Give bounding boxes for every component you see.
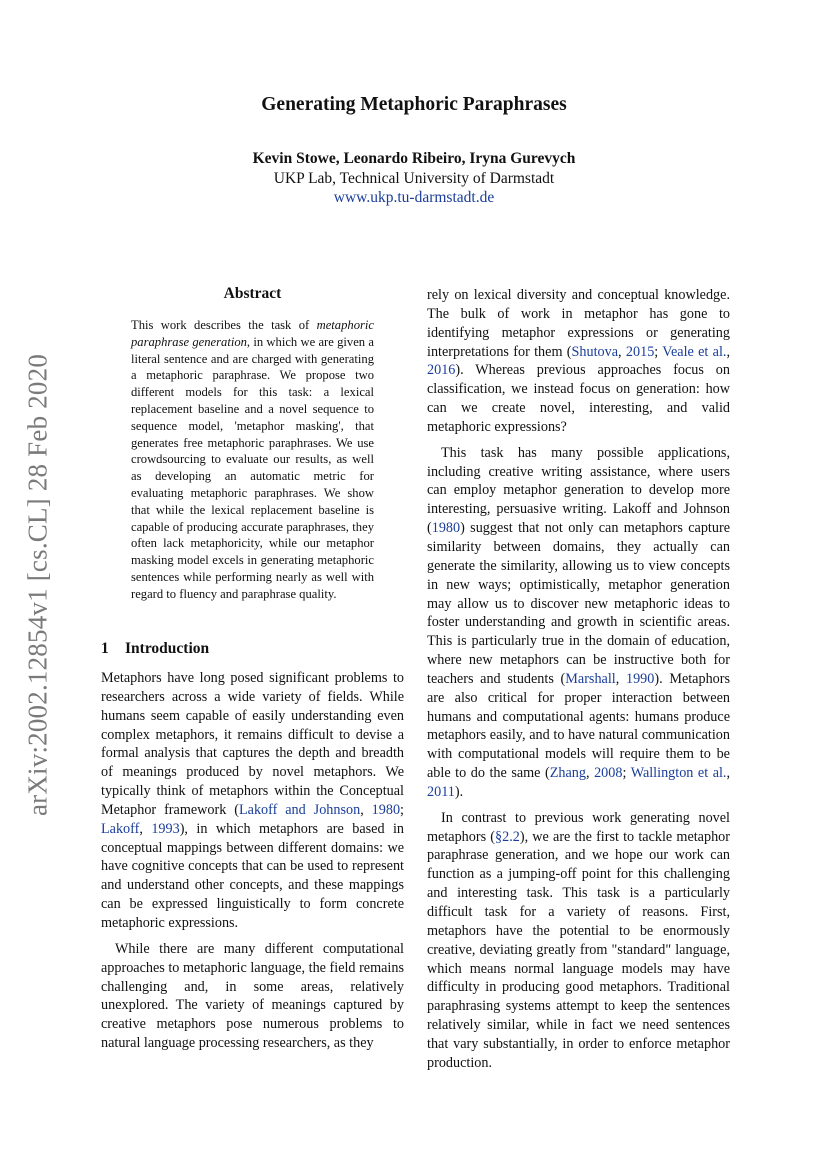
right-column <box>427 286 730 1073</box>
citation-link[interactable]: Marshall <box>565 670 616 687</box>
author-list: Kevin Stowe, Leonardo Ribeiro, Iryna Gurevych <box>252 150 576 167</box>
text-run: ; <box>654 343 663 360</box>
abstract-text-part: , in which we are given a literal sentence and are charged with generating a metaphoric paraphrase. We propose two different models for this task: a lexical replacement baseline and a novel sequence to sequence model, 'metaphor masking', that generates free metaphoric paraphrases. We use crowdsourcing to evaluate our results, as well as developing an automatic metric for evaluating metaphoric paraphrases. We show that while the lexical replacement baseline is capable of producing accurate paraphrases, they often lack metaphoricity, while our metaphor masking model excels in generating metaphoric sentences while performing nearly as well with regard to fluency and paraphrase quality. <box>131 334 374 601</box>
citation-link[interactable]: Lakoff <box>101 820 140 837</box>
section-number: 1 <box>101 640 109 657</box>
website-link[interactable]: www.ukp.tu-darmstadt.de <box>333 189 495 206</box>
citation-link[interactable]: 2015 <box>625 343 655 360</box>
citation-link[interactable]: 2011 <box>427 783 455 800</box>
text-run: rely on lexical diversity and conceptual knowledge. The bulk of work in metaphor has gone to identifying metaphor expressions or generating interpretations for them ( <box>427 287 730 360</box>
affiliation: UKP Lab, Technical University of Darmstadt <box>273 170 555 187</box>
text-run: Metaphors have long posed significant problems to researchers across a wide variety of fields. While humans seem capable of easily understanding even complex metaphors, it remains difficult to devise a formal analysis that captures the depth and breadth of meanings produced by novel metaphors. We typically think of metaphors within the Conceptual Metaphor framework ( <box>101 670 404 818</box>
text-run: ; <box>400 801 404 818</box>
text-run: ), we are the first to tackle metaphor paraphrase generation, and we hope our work can function as a jumping-off point for this challenging and interesting task. This task is a particularly difficult task for a variety of reasons. First, metaphors have the potential to be enormously creative, deviating greatly from "standard" language, which means normal language models may have difficulty in producing good metaphors. Traditional paraphrasing systems attempt to keep the sentences relatively similar, while in fact we need sentences that vary substantially, in order to enforce metaphor production. <box>427 828 730 1071</box>
text-run: , <box>726 765 731 782</box>
text-run: ). <box>454 783 464 800</box>
citation-link[interactable]: 1980 <box>371 801 401 818</box>
citation-link[interactable]: 2016 <box>427 362 456 379</box>
text-run: ; <box>622 765 631 782</box>
paragraph <box>101 669 404 933</box>
text-run: , <box>618 343 626 360</box>
abstract-text <box>131 317 374 603</box>
text-run: , <box>585 765 595 782</box>
citation-link[interactable]: Lakoff and Johnson <box>238 801 361 818</box>
text-run: ), in which metaphors are based in conceptual mappings between different domains: we have cognitive concepts that can be used to represent and understand other concepts, and these mappings can be expressed linguistically to form concrete metaphoric expressions. <box>101 820 404 931</box>
paragraph <box>101 940 404 1053</box>
text-run: While there are many different computational approaches to metaphoric language, the field remains challenging and, in some areas, relatively unexplored. The variety of meanings captured by creative metaphors pose numerous problems to natural language processing researchers, as they <box>101 940 404 1052</box>
section-heading-introduction <box>101 640 404 658</box>
text-run: In contrast to previous work generating novel metaphors ( <box>427 809 730 845</box>
abstract-emphasis: metaphoric paraphrase generation <box>131 318 374 349</box>
text-run: ) suggest that not only can metaphors capture similarity between domains, they actually can generate the similarity, allowing us to view concepts in new ways; optimistically, metaphor generation may allow us to discover new metaphoric ideas to foster understanding and growth in scientific areas. This is particularly true in the domain of education, where new metaphors can be instructive both for teachers and students ( <box>427 520 730 687</box>
citation-link[interactable]: Wallington et al. <box>630 765 727 782</box>
section-title: Introduction <box>125 640 210 657</box>
section-reference-link[interactable]: §2.2 <box>495 828 520 845</box>
citation-link[interactable]: Shutova <box>571 343 619 360</box>
citation-link[interactable]: 1993 <box>151 820 180 837</box>
citation-link[interactable]: Veale et al. <box>662 343 727 360</box>
abstract-text-part: This work describes the task of <box>131 318 317 332</box>
text-run: , <box>360 801 372 818</box>
citation-link[interactable]: 1980 <box>431 520 461 537</box>
paragraph <box>427 444 730 802</box>
citation-link[interactable]: 2008 <box>594 765 623 782</box>
paper-title: Generating Metaphoric Paraphrases <box>261 94 567 115</box>
abstract-heading: Abstract <box>223 285 282 302</box>
citation-link[interactable]: 1990 <box>625 670 655 687</box>
arxiv-stamp: arXiv:2002.12854v1 [cs.CL] 28 Feb 2020 <box>22 353 53 817</box>
text-run: , <box>726 343 731 360</box>
text-run: ). Metaphors are also critical for proper interaction between humans and computational agents: humans produce metaphors easily, and to have natural communication with computational models will require them to be able to do the same ( <box>427 670 731 782</box>
left-column <box>101 669 404 1053</box>
paragraph-continued <box>427 286 730 437</box>
text-run: , <box>139 820 152 837</box>
text-run: ). Whereas previous approaches focus on classification, we instead focus on generation: how can we create novel, interesting, and valid metaphoric expressions? <box>427 362 730 435</box>
citation-link[interactable]: Zhang <box>549 765 586 782</box>
text-run: , <box>615 670 626 687</box>
text-run: This task has many possible applications, including creative writing assistance, where users can employ metaphor generation to develop more interesting, persuasive writing. Lakoff and Johnson ( <box>427 444 730 537</box>
paragraph <box>427 809 730 1073</box>
